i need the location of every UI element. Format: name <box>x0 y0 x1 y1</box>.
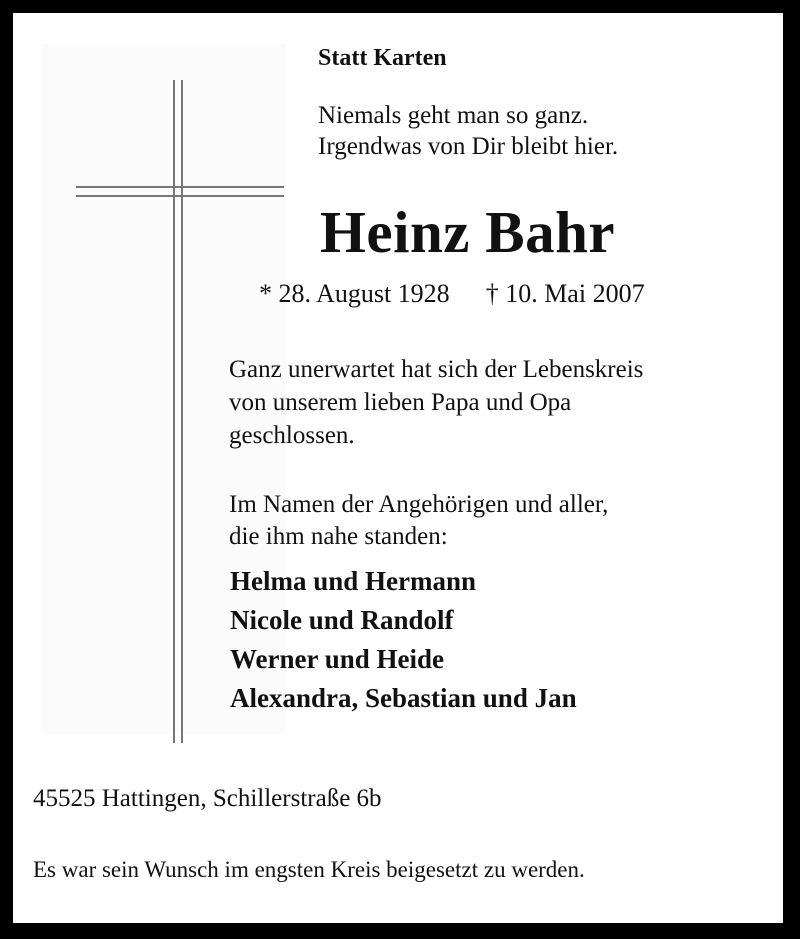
closing-note: Es war sein Wunsch im engsten Kreis beigesetzt zu werden. <box>33 857 585 882</box>
message-line: Ganz unerwartet hat sich der Lebenskreis <box>229 356 644 383</box>
intro-line: die ihm nahe standen: <box>229 523 448 550</box>
message-text <box>229 353 769 452</box>
obituary-card <box>13 13 783 923</box>
message-line: von unserem lieben Papa und Opa <box>229 389 572 416</box>
mourner-name: Werner und Heide <box>230 644 445 674</box>
cross-horizontal-line <box>76 186 284 188</box>
memorial-quote <box>318 100 618 162</box>
cross-vertical-line <box>173 80 175 743</box>
notice-header: Statt Karten <box>318 45 447 71</box>
intro-line: Im Namen der Angehörigen und aller, <box>229 491 609 518</box>
birth-date: * 28. August 1928 <box>259 279 450 308</box>
mourners-list <box>230 562 577 718</box>
mourners-intro <box>229 489 608 553</box>
deceased-name: Heinz Bahr <box>320 199 616 265</box>
death-date: † 10. Mai 2007 <box>485 279 645 308</box>
quote-line: Niemals geht man so ganz. <box>318 102 589 129</box>
cross-horizontal-line <box>76 195 284 197</box>
mourner-name: Helma und Hermann <box>230 566 477 596</box>
mourner-name: Alexandra, Sebastian und Jan <box>230 683 577 713</box>
address: 45525 Hattingen, Schillerstraße 6b <box>33 785 382 812</box>
quote-line: Irgendwas von Dir bleibt hier. <box>318 133 619 160</box>
life-dates <box>259 279 645 309</box>
mourner-name: Nicole und Randolf <box>230 605 454 635</box>
cross-vertical-line <box>181 80 183 743</box>
message-line: geschlossen. <box>229 422 355 449</box>
